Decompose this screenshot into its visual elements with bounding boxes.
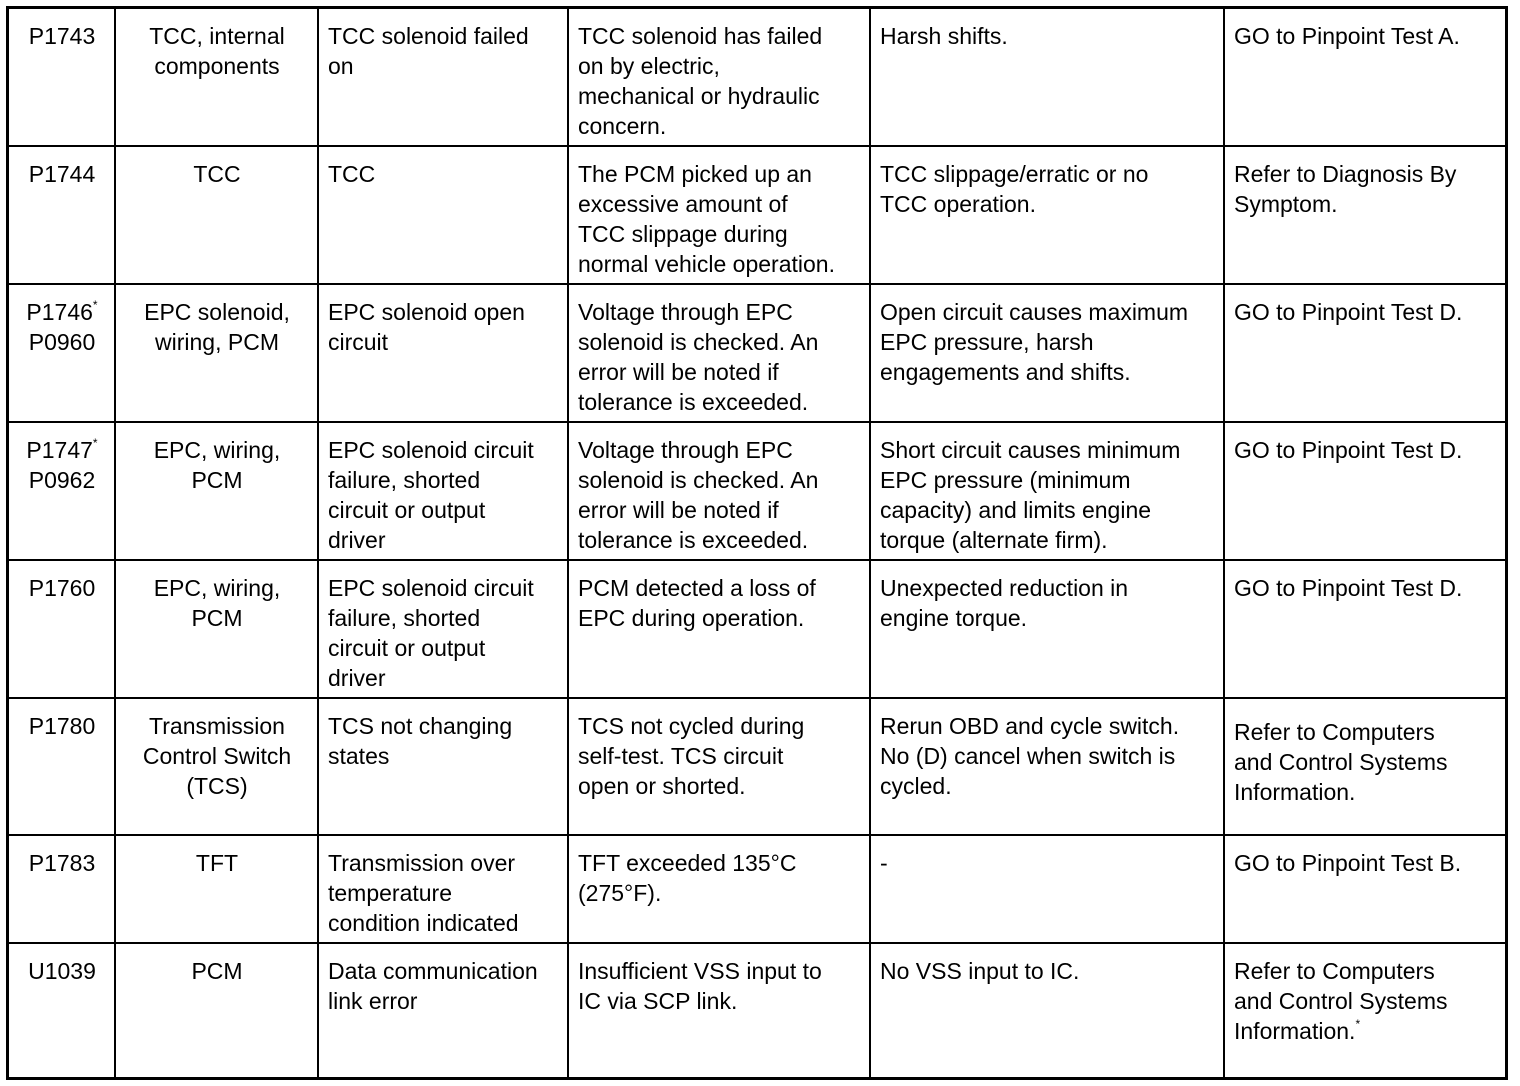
action-line: and Control Systems: [1234, 988, 1448, 1014]
symptom-line: engagements and shifts.: [880, 359, 1131, 385]
symptom-line: Short circuit causes minimum: [880, 437, 1181, 463]
description-line: driver: [328, 665, 386, 691]
symptom-line: TCC slippage/erratic or no: [880, 161, 1149, 187]
condition-line: on by electric,: [578, 53, 720, 79]
component-line: TCC, internal: [149, 23, 285, 49]
condition-line: self-test. TCS circuit: [578, 743, 784, 769]
condition-line: TCC slippage during: [578, 221, 788, 247]
component-cell: [115, 835, 318, 943]
component-cell: [115, 284, 318, 422]
description-line: driver: [328, 527, 386, 553]
description-cell: [318, 943, 568, 1077]
description-line: TCS not changing: [328, 713, 513, 739]
dtc-code: P1746: [26, 299, 93, 325]
condition-line: concern.: [578, 113, 667, 139]
condition-line: IC via SCP link.: [578, 988, 738, 1014]
description-line: link error: [328, 988, 418, 1014]
condition-cell: [568, 835, 870, 943]
condition-cell: [568, 943, 870, 1077]
table-row: [9, 146, 1505, 284]
symptom-line: engine torque.: [880, 605, 1028, 631]
component-line: EPC, wiring,: [153, 437, 281, 463]
component-cell: [115, 560, 318, 698]
table-row: [9, 284, 1505, 422]
component-cell: [115, 146, 318, 284]
action-cell: [1224, 835, 1505, 943]
dtc-code: P0960: [28, 329, 96, 355]
condition-line: excessive amount of: [578, 191, 788, 217]
symptom-line: No (D) cancel when switch is: [880, 743, 1176, 769]
symptom-cell: [870, 943, 1224, 1077]
action-cell: [1224, 560, 1505, 698]
dtc-code-cell: [9, 422, 115, 560]
symptom-line: EPC pressure (minimum: [880, 467, 1131, 493]
description-line: EPC solenoid open: [328, 299, 525, 325]
description-cell: [318, 698, 568, 835]
symptom-line: Rerun OBD and cycle switch.: [880, 713, 1180, 739]
description-cell: [318, 560, 568, 698]
action-cell: [1224, 698, 1505, 835]
action-line: GO to Pinpoint Test A.: [1234, 23, 1460, 49]
description-line: circuit or output: [328, 635, 486, 661]
component-line: TFT: [195, 850, 239, 876]
component-line: EPC, wiring,: [153, 575, 281, 601]
symptom-line: capacity) and limits engine: [880, 497, 1152, 523]
symptom-line: Open circuit causes maximum: [880, 299, 1189, 325]
dtc-code: P1780: [28, 713, 96, 739]
component-line: PCM: [191, 605, 243, 631]
dtc-code: P1744: [28, 161, 96, 187]
description-cell: [318, 835, 568, 943]
condition-line: PCM detected a loss of: [578, 575, 816, 601]
action-line: Information.: [1234, 1018, 1356, 1044]
footnote-mark: *: [1355, 1017, 1361, 1032]
component-line: components: [154, 53, 280, 79]
table-row: [9, 9, 1505, 146]
condition-cell: [568, 422, 870, 560]
description-line: failure, shorted: [328, 605, 481, 631]
condition-line: (275°F).: [578, 880, 662, 906]
description-line: EPC solenoid circuit: [328, 437, 534, 463]
description-cell: [318, 284, 568, 422]
symptom-line: torque (alternate firm).: [880, 527, 1108, 553]
dtc-code: P1743: [28, 23, 96, 49]
condition-line: Insufficient VSS input to: [578, 958, 822, 984]
component-line: PCM: [191, 467, 243, 493]
description-cell: [318, 422, 568, 560]
action-line: Refer to Diagnosis By: [1234, 161, 1457, 187]
action-line: GO to Pinpoint Test D.: [1234, 299, 1463, 325]
symptom-cell: [870, 284, 1224, 422]
description-line: failure, shorted: [328, 467, 481, 493]
component-cell: [115, 9, 318, 146]
action-line: GO to Pinpoint Test B.: [1234, 850, 1462, 876]
condition-line: The PCM picked up an: [578, 161, 812, 187]
symptom-cell: [870, 835, 1224, 943]
action-line: GO to Pinpoint Test D.: [1234, 437, 1463, 463]
action-line: GO to Pinpoint Test D.: [1234, 575, 1463, 601]
symptom-line: TCC operation.: [880, 191, 1036, 217]
condition-line: solenoid is checked. An: [578, 329, 819, 355]
component-line: EPC solenoid,: [144, 299, 290, 325]
dtc-code: P0962: [28, 467, 96, 493]
action-line: and Control Systems: [1234, 749, 1448, 775]
dtc-code-cell: [9, 560, 115, 698]
condition-cell: [568, 146, 870, 284]
table-row: [9, 943, 1505, 1077]
table-row: [9, 698, 1505, 835]
dtc-code-cell: [9, 284, 115, 422]
condition-line: Voltage through EPC: [578, 437, 793, 463]
action-cell: [1224, 943, 1505, 1077]
action-line: Information.: [1234, 779, 1356, 805]
condition-line: TCC solenoid has failed: [578, 23, 823, 49]
condition-line: Voltage through EPC: [578, 299, 793, 325]
description-line: temperature: [328, 880, 453, 906]
condition-line: error will be noted if: [578, 359, 779, 385]
footnote-mark: *: [92, 298, 98, 313]
symptom-cell: [870, 146, 1224, 284]
table-row: [9, 835, 1505, 943]
condition-line: open or shorted.: [578, 773, 746, 799]
action-cell: [1224, 146, 1505, 284]
dtc-code: P1747: [26, 437, 93, 463]
condition-cell: [568, 698, 870, 835]
condition-cell: [568, 560, 870, 698]
symptom-line: Harsh shifts.: [880, 23, 1008, 49]
description-line: TCC solenoid failed: [328, 23, 529, 49]
dtc-code: P1783: [28, 850, 96, 876]
symptom-line: No VSS input to IC.: [880, 958, 1080, 984]
dtc-code-cell: [9, 943, 115, 1077]
condition-line: EPC during operation.: [578, 605, 805, 631]
description-cell: [318, 146, 568, 284]
condition-cell: [568, 9, 870, 146]
description-line: condition indicated: [328, 910, 519, 936]
action-cell: [1224, 9, 1505, 146]
description-cell: [318, 9, 568, 146]
component-line: Transmission: [149, 713, 285, 739]
description-line: Transmission over: [328, 850, 516, 876]
dtc-table: [9, 9, 1505, 1077]
condition-line: solenoid is checked. An: [578, 467, 819, 493]
component-line: TCC: [193, 161, 241, 187]
dtc-table-frame: [6, 6, 1508, 1080]
symptom-cell: [870, 422, 1224, 560]
description-line: TCC: [328, 161, 376, 187]
description-line: on: [328, 53, 354, 79]
symptom-line: cycled.: [880, 773, 952, 799]
component-line: Control Switch: [142, 743, 292, 769]
component-line: PCM: [191, 958, 243, 984]
symptom-cell: [870, 9, 1224, 146]
description-line: Data communication: [328, 958, 538, 984]
dtc-code: U1039: [28, 958, 96, 984]
description-line: states: [328, 743, 390, 769]
table-row: [9, 422, 1505, 560]
symptom-line: Unexpected reduction in: [880, 575, 1129, 601]
description-line: circuit: [328, 329, 389, 355]
description-line: EPC solenoid circuit: [328, 575, 534, 601]
condition-line: TFT exceeded 135°C: [578, 850, 797, 876]
action-line: Refer to Computers: [1234, 719, 1435, 745]
component-cell: [115, 943, 318, 1077]
description-line: circuit or output: [328, 497, 486, 523]
condition-line: TCS not cycled during: [578, 713, 805, 739]
action-line: Symptom.: [1234, 191, 1338, 217]
component-line: wiring, PCM: [155, 329, 279, 355]
component-cell: [115, 422, 318, 560]
dtc-code-cell: [9, 698, 115, 835]
action-line: Refer to Computers: [1234, 958, 1435, 984]
dtc-code-cell: [9, 9, 115, 146]
condition-line: tolerance is exceeded.: [578, 389, 809, 415]
symptom-cell: [870, 560, 1224, 698]
symptom-line: -: [880, 850, 888, 876]
dtc-code: P1760: [28, 575, 96, 601]
footnote-mark: *: [92, 436, 98, 451]
condition-cell: [568, 284, 870, 422]
symptom-cell: [870, 698, 1224, 835]
condition-line: normal vehicle operation.: [578, 251, 835, 277]
condition-line: tolerance is exceeded.: [578, 527, 809, 553]
component-cell: [115, 698, 318, 835]
condition-line: error will be noted if: [578, 497, 779, 523]
component-line: (TCS): [186, 773, 248, 799]
dtc-code-cell: [9, 835, 115, 943]
action-cell: [1224, 284, 1505, 422]
dtc-code-cell: [9, 146, 115, 284]
symptom-line: EPC pressure, harsh: [880, 329, 1094, 355]
table-row: [9, 560, 1505, 698]
condition-line: mechanical or hydraulic: [578, 83, 820, 109]
action-cell: [1224, 422, 1505, 560]
